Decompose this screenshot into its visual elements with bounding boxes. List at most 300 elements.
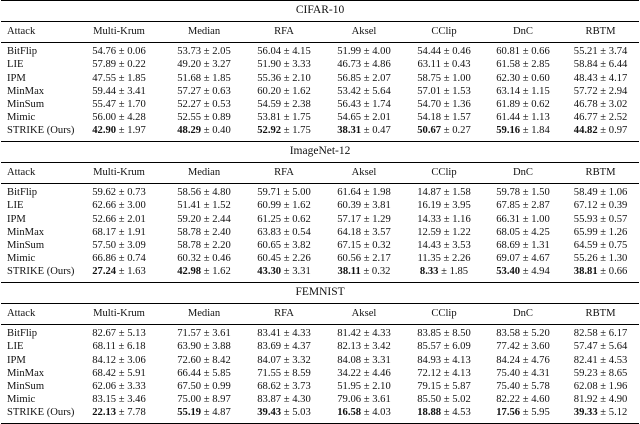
- mean-value: 58.56: [177, 187, 202, 199]
- result-cell: [484, 381, 562, 394]
- std-value: 1.75: [292, 111, 311, 123]
- header-row: [1, 22, 639, 43]
- mean-value: 69.07: [496, 252, 521, 264]
- attack-name: LIE: [7, 59, 24, 71]
- result-cell: [484, 99, 562, 112]
- result-cell: [324, 381, 404, 394]
- mean-value: 83.87: [257, 393, 282, 405]
- std-value: 3.53: [452, 239, 471, 251]
- result-cell: [74, 213, 164, 226]
- mean-value: 54.76: [92, 46, 117, 58]
- mean-value: 55.19: [177, 407, 202, 419]
- result-cell: [404, 99, 484, 112]
- result-cell: [484, 341, 562, 354]
- plus-minus-sign: ±: [520, 85, 532, 97]
- result-cell: [244, 253, 324, 266]
- plus-minus-sign: ±: [201, 354, 213, 366]
- result-cell: [324, 85, 404, 98]
- plus-minus-sign: ±: [441, 85, 453, 97]
- std-value: 1.70: [127, 98, 146, 110]
- plus-minus-sign: ±: [441, 213, 453, 225]
- std-value: 2.52: [608, 111, 628, 123]
- mean-value: 55.26: [573, 252, 598, 264]
- std-value: 3.60: [531, 341, 550, 353]
- mean-value: 52.92: [257, 125, 282, 137]
- attack-name: LIE: [7, 341, 24, 353]
- std-value: 0.99: [212, 380, 231, 392]
- plus-minus-sign: ±: [520, 213, 532, 225]
- plus-minus-sign: ±: [520, 380, 532, 392]
- plus-minus-sign: ±: [441, 407, 453, 419]
- section-title-row: [1, 282, 639, 303]
- result-cell: [562, 240, 639, 253]
- mean-value: 56.85: [337, 72, 362, 84]
- plus-minus-sign: ±: [361, 98, 373, 110]
- column-header: Multi-Krum: [74, 162, 164, 183]
- column-header: Multi-Krum: [74, 22, 164, 43]
- result-cell: [74, 112, 164, 125]
- mean-value: 60.20: [257, 85, 282, 97]
- std-value: 4.67: [531, 252, 550, 264]
- std-value: 4.53: [452, 407, 471, 419]
- plus-minus-sign: ±: [441, 187, 453, 199]
- mean-value: 52.27: [177, 98, 202, 110]
- plus-minus-sign: ±: [520, 200, 532, 212]
- plus-minus-sign: ±: [441, 380, 453, 392]
- result-cell: [74, 99, 164, 112]
- plus-minus-sign: ±: [116, 367, 128, 379]
- plus-minus-sign: ±: [116, 393, 128, 405]
- result-cell: [484, 354, 562, 367]
- result-cell: [484, 85, 562, 98]
- plus-minus-sign: ±: [116, 354, 128, 366]
- plus-minus-sign: ±: [116, 328, 128, 340]
- table-row: [1, 394, 639, 407]
- mean-value: 53.81: [257, 111, 282, 123]
- table-row: [1, 112, 639, 125]
- plus-minus-sign: ±: [201, 200, 213, 212]
- mean-value: 83.58: [496, 328, 521, 340]
- mean-value: 14.87: [417, 187, 442, 199]
- attack-name: Mimic: [7, 252, 36, 264]
- mean-value: 54.59: [257, 98, 282, 110]
- result-cell: [164, 354, 244, 367]
- std-value: 1.06: [608, 187, 628, 199]
- std-value: 1.85: [449, 266, 469, 278]
- result-cell: [164, 200, 244, 213]
- std-value: 1.91: [127, 226, 146, 238]
- result-cell: [164, 99, 244, 112]
- plus-minus-sign: ±: [520, 328, 532, 340]
- result-cell: [404, 59, 484, 72]
- std-value: 1.52: [212, 200, 231, 212]
- std-value: 2.44: [212, 213, 231, 225]
- std-value: 1.85: [127, 72, 146, 84]
- mean-value: 63.11: [417, 59, 441, 71]
- mean-value: 16.58: [337, 407, 362, 419]
- mean-value: 34.22: [337, 367, 362, 379]
- column-header: RBTM: [562, 22, 639, 43]
- table-row: [1, 240, 639, 253]
- plus-minus-sign: ±: [597, 125, 609, 137]
- result-cell: [164, 72, 244, 85]
- result-cell: [164, 85, 244, 98]
- result-cell: [562, 354, 639, 367]
- mean-value: 62.30: [496, 72, 521, 84]
- result-cell: [74, 183, 164, 200]
- mean-value: 62.06: [92, 380, 117, 392]
- mean-value: 55.36: [257, 72, 282, 84]
- plus-minus-sign: ±: [116, 111, 128, 123]
- result-cell: [404, 324, 484, 341]
- mean-value: 12.59: [417, 226, 442, 238]
- plus-minus-sign: ±: [520, 98, 532, 110]
- result-cell: [404, 43, 484, 60]
- result-cell: [404, 125, 484, 142]
- results-table: [1, 0, 639, 424]
- std-value: 4.31: [531, 367, 550, 379]
- plus-minus-sign: ±: [281, 200, 293, 212]
- mean-value: 72.60: [177, 354, 202, 366]
- result-cell: [164, 341, 244, 354]
- plus-minus-sign: ±: [520, 341, 532, 353]
- mean-value: 66.44: [177, 367, 202, 379]
- result-cell: [74, 226, 164, 239]
- std-value: 1.00: [531, 213, 550, 225]
- table-row: [1, 213, 639, 226]
- plus-minus-sign: ±: [597, 187, 609, 199]
- plus-minus-sign: ±: [520, 407, 532, 419]
- mean-value: 51.68: [177, 72, 202, 84]
- result-cell: [562, 381, 639, 394]
- std-value: 5.03: [292, 407, 311, 419]
- mean-value: 85.50: [417, 393, 442, 405]
- table-row: [1, 183, 639, 200]
- plus-minus-sign: ±: [361, 111, 373, 123]
- result-cell: [74, 253, 164, 266]
- std-value: 1.57: [452, 111, 471, 123]
- std-value: 4.30: [292, 393, 311, 405]
- attack-name: LIE: [7, 200, 24, 212]
- result-cell: [164, 266, 244, 283]
- mean-value: 55.47: [92, 98, 117, 110]
- attack-name: Mimic: [7, 393, 36, 405]
- mean-value: 60.56: [337, 252, 362, 264]
- plus-minus-sign: ±: [361, 252, 373, 264]
- column-header: Attack: [1, 162, 74, 183]
- std-value: 8.65: [608, 367, 628, 379]
- plus-minus-sign: ±: [116, 59, 128, 71]
- plus-minus-sign: ±: [441, 200, 453, 212]
- table-row: [1, 226, 639, 239]
- mean-value: 52.66: [92, 213, 117, 225]
- plus-minus-sign: ±: [281, 341, 293, 353]
- mean-value: 59.23: [573, 367, 598, 379]
- mean-value: 58.78: [177, 226, 202, 238]
- plus-minus-sign: ±: [361, 367, 373, 379]
- column-header: RBTM: [562, 303, 639, 324]
- table-row: [1, 341, 639, 354]
- plus-minus-sign: ±: [201, 98, 213, 110]
- mean-value: 53.40: [496, 266, 521, 278]
- plus-minus-sign: ±: [441, 98, 453, 110]
- mean-value: 39.33: [573, 407, 598, 419]
- mean-value: 50.67: [417, 125, 442, 137]
- std-value: 0.60: [531, 72, 550, 84]
- plus-minus-sign: ±: [201, 111, 213, 123]
- column-header: Attack: [1, 22, 74, 43]
- result-cell: [164, 324, 244, 341]
- mean-value: 43.30: [257, 266, 282, 278]
- result-cell: [324, 125, 404, 142]
- plus-minus-sign: ±: [361, 380, 373, 392]
- result-cell: [74, 85, 164, 98]
- mean-value: 61.58: [496, 59, 521, 71]
- std-value: 4.03: [372, 407, 391, 419]
- std-value: 1.29: [372, 213, 391, 225]
- plus-minus-sign: ±: [597, 72, 609, 84]
- std-value: 1.97: [127, 125, 146, 137]
- mean-value: 39.43: [257, 407, 282, 419]
- mean-value: 83.41: [257, 328, 282, 340]
- plus-minus-sign: ±: [201, 72, 213, 84]
- result-cell: [324, 72, 404, 85]
- result-cell: [484, 200, 562, 213]
- result-cell: [324, 253, 404, 266]
- mean-value: 59.20: [177, 213, 202, 225]
- result-cell: [404, 213, 484, 226]
- std-value: 2.38: [292, 98, 311, 110]
- std-value: 1.22: [452, 226, 471, 238]
- std-value: 0.32: [371, 266, 391, 278]
- std-value: 1.31: [531, 239, 550, 251]
- plus-minus-sign: ±: [520, 393, 532, 405]
- mean-value: 59.44: [92, 85, 117, 97]
- std-value: 5.87: [452, 380, 471, 392]
- std-value: 0.97: [608, 125, 628, 137]
- mean-value: 57.17: [337, 213, 362, 225]
- std-value: 5.02: [452, 393, 471, 405]
- result-cell: [404, 367, 484, 380]
- std-value: 7.78: [127, 407, 146, 419]
- mean-value: 17.56: [496, 407, 521, 419]
- plus-minus-sign: ±: [597, 59, 609, 71]
- result-cell: [244, 59, 324, 72]
- result-cell: [562, 99, 639, 112]
- plus-minus-sign: ±: [115, 341, 128, 353]
- result-cell: [164, 407, 244, 424]
- result-cell: [244, 43, 324, 60]
- plus-minus-sign: ±: [361, 393, 373, 405]
- plus-minus-sign: ±: [597, 239, 609, 251]
- section-title: FEMNIST: [1, 282, 639, 303]
- plus-minus-sign: ±: [116, 380, 128, 392]
- std-value: 0.46: [452, 46, 471, 58]
- std-value: 2.07: [372, 72, 391, 84]
- mean-value: 68.62: [257, 380, 282, 392]
- std-value: 1.00: [452, 72, 471, 84]
- plus-minus-sign: ±: [361, 213, 373, 225]
- std-value: 0.46: [212, 252, 231, 264]
- result-cell: [244, 85, 324, 98]
- plus-minus-sign: ±: [597, 85, 609, 97]
- plus-minus-sign: ±: [116, 266, 128, 278]
- column-header: CClip: [404, 303, 484, 324]
- plus-minus-sign: ±: [597, 380, 609, 392]
- std-value: 2.20: [212, 239, 231, 251]
- result-cell: [562, 183, 639, 200]
- result-cell: [404, 72, 484, 85]
- mean-value: 38.11: [337, 266, 361, 278]
- mean-value: 59.16: [496, 125, 521, 137]
- plus-minus-sign: ±: [281, 59, 293, 71]
- column-header: RFA: [244, 22, 324, 43]
- std-value: 0.22: [127, 59, 146, 71]
- mean-value: 18.88: [417, 407, 442, 419]
- column-header: Multi-Krum: [74, 303, 164, 324]
- mean-value: 61.44: [496, 111, 521, 123]
- std-value: 4.28: [127, 111, 146, 123]
- column-header: Median: [164, 162, 244, 183]
- plus-minus-sign: ±: [597, 328, 609, 340]
- result-cell: [484, 43, 562, 60]
- std-value: 0.73: [127, 187, 146, 199]
- std-value: 5.12: [608, 407, 628, 419]
- plus-minus-sign: ±: [520, 72, 532, 84]
- column-header: DnC: [484, 22, 562, 43]
- std-value: 2.17: [372, 252, 391, 264]
- result-cell: [324, 43, 404, 60]
- result-cell: [74, 354, 164, 367]
- plus-minus-sign: ±: [597, 341, 609, 353]
- plus-minus-sign: ±: [441, 328, 453, 340]
- mean-value: 75.40: [496, 380, 521, 392]
- result-cell: [74, 381, 164, 394]
- plus-minus-sign: ±: [201, 252, 213, 264]
- table-row: [1, 85, 639, 98]
- mean-value: 66.86: [92, 252, 117, 264]
- plus-minus-sign: ±: [201, 125, 213, 137]
- mean-value: 67.15: [337, 239, 362, 251]
- std-value: 4.94: [531, 266, 550, 278]
- result-cell: [164, 112, 244, 125]
- result-cell: [324, 407, 404, 424]
- mean-value: 61.89: [496, 98, 521, 110]
- std-value: 0.89: [212, 111, 231, 123]
- result-cell: [562, 226, 639, 239]
- std-value: 3.95: [452, 200, 471, 212]
- result-cell: [164, 240, 244, 253]
- std-value: 0.66: [531, 46, 550, 58]
- std-value: 2.40: [212, 226, 231, 238]
- attack-name: BitFlip: [7, 187, 38, 199]
- result-cell: [164, 183, 244, 200]
- plus-minus-sign: ±: [520, 354, 532, 366]
- std-value: 0.66: [608, 266, 628, 278]
- mean-value: 48.29: [177, 125, 202, 137]
- section-title: CIFAR-10: [1, 1, 639, 22]
- std-value: 6.09: [452, 341, 471, 353]
- mean-value: 67.12: [573, 200, 598, 212]
- std-value: 4.00: [372, 46, 391, 58]
- mean-value: 14.43: [417, 239, 442, 251]
- table-row: [1, 72, 639, 85]
- mean-value: 85.57: [417, 341, 442, 353]
- attack-name: IPM: [7, 213, 26, 225]
- std-value: 2.10: [372, 380, 391, 392]
- result-cell: [74, 266, 164, 283]
- std-value: 0.62: [292, 213, 311, 225]
- mean-value: 64.59: [573, 239, 598, 251]
- result-cell: [324, 354, 404, 367]
- result-cell: [404, 200, 484, 213]
- result-cell: [562, 72, 639, 85]
- mean-value: 59.78: [496, 187, 521, 199]
- std-value: 4.87: [212, 407, 231, 419]
- column-header: CClip: [404, 22, 484, 43]
- attack-name: STRIKE (Ours): [1, 407, 74, 424]
- plus-minus-sign: ±: [116, 239, 128, 251]
- result-cell: [244, 226, 324, 239]
- column-header: RBTM: [562, 162, 639, 183]
- mean-value: 62.66: [92, 200, 117, 212]
- plus-minus-sign: ±: [597, 266, 609, 278]
- mean-value: 64.18: [337, 226, 362, 238]
- result-cell: [404, 266, 484, 283]
- plus-minus-sign: ±: [597, 46, 609, 58]
- column-header: Attack: [1, 303, 74, 324]
- result-cell: [74, 240, 164, 253]
- attack-name: MinSum: [7, 380, 45, 392]
- result-cell: [562, 213, 639, 226]
- std-value: 3.61: [372, 393, 391, 405]
- plus-minus-sign: ±: [281, 85, 293, 97]
- std-value: 4.90: [608, 393, 628, 405]
- std-value: 5.91: [127, 367, 146, 379]
- plus-minus-sign: ±: [441, 125, 453, 137]
- std-value: 5.20: [531, 328, 550, 340]
- result-cell: [484, 59, 562, 72]
- result-cell: [484, 183, 562, 200]
- mean-value: 51.90: [257, 59, 282, 71]
- plus-minus-sign: ±: [520, 266, 532, 278]
- result-cell: [74, 341, 164, 354]
- plus-minus-sign: ±: [440, 59, 453, 71]
- plus-minus-sign: ±: [360, 266, 372, 278]
- plus-minus-sign: ±: [281, 367, 293, 379]
- plus-minus-sign: ±: [116, 200, 128, 212]
- mean-value: 54.70: [417, 98, 442, 110]
- plus-minus-sign: ±: [281, 226, 293, 238]
- header-row: [1, 303, 639, 324]
- result-cell: [164, 381, 244, 394]
- result-cell: [484, 253, 562, 266]
- attack-name: STRIKE (Ours): [7, 266, 74, 278]
- std-value: 1.84: [531, 125, 550, 137]
- plus-minus-sign: ±: [361, 407, 373, 419]
- result-cell: [244, 213, 324, 226]
- mean-value: 57.47: [573, 341, 598, 353]
- result-cell: [164, 226, 244, 239]
- column-header: Median: [164, 303, 244, 324]
- std-value: 1.58: [452, 187, 471, 199]
- plus-minus-sign: ±: [281, 46, 293, 58]
- std-value: 1.96: [608, 380, 628, 392]
- plus-minus-sign: ±: [116, 213, 128, 225]
- std-value: 1.62: [292, 200, 311, 212]
- std-value: 2.94: [608, 85, 628, 97]
- mean-value: 49.20: [177, 59, 202, 71]
